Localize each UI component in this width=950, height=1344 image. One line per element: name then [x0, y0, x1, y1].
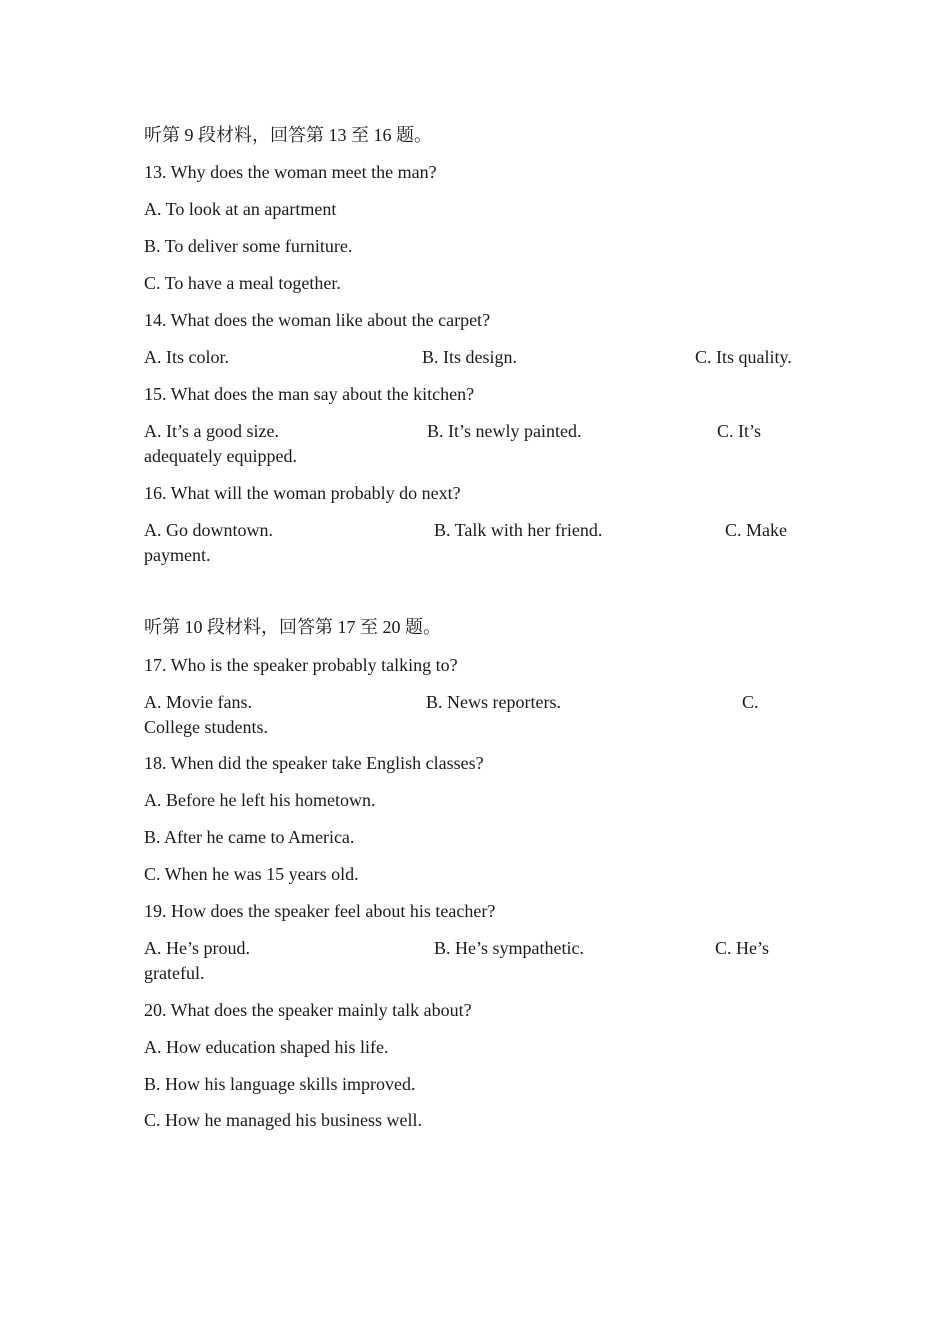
option-13-a: A. To look at an apartment	[144, 199, 337, 219]
question-20: 20. What does the speaker mainly talk about?	[144, 1000, 472, 1020]
option-16-c: C. Make	[725, 520, 787, 540]
option-19-c: C. He’s	[715, 938, 769, 958]
option-15-b: B. It’s newly painted.	[427, 421, 582, 441]
option-17-a: A. Movie fans.	[144, 692, 252, 712]
option-18-a: A. Before he left his hometown.	[144, 790, 376, 810]
option-14-a: A. Its color.	[144, 347, 229, 367]
option-14-c: C. Its quality.	[695, 347, 792, 367]
section-heading-2: 听第 10 段材料，回答第 17 至 20 题。	[144, 617, 441, 637]
option-16-b: B. Talk with her friend.	[434, 520, 603, 540]
options-row-15	[144, 419, 824, 444]
option-17-c-continued: College students.	[144, 717, 268, 737]
question-14: 14. What does the woman like about the carpet?	[144, 310, 491, 330]
option-14-b: B. Its design.	[422, 347, 518, 367]
option-19-c-continued: grateful.	[144, 963, 205, 983]
option-13-b: B. To deliver some furniture.	[144, 236, 353, 256]
option-18-b: B. After he came to America.	[144, 827, 355, 847]
question-13: 13. Why does the woman meet the man?	[144, 162, 437, 182]
option-15-c: C. It’s	[717, 421, 762, 441]
option-15-a: A. It’s a good size.	[144, 421, 279, 441]
option-19-b: B. He’s sympathetic.	[434, 938, 584, 958]
options-row-17	[144, 690, 824, 715]
question-18: 18. When did the speaker take English classes?	[144, 753, 484, 773]
options-row-19	[144, 936, 824, 961]
option-18-c: C. When he was 15 years old.	[144, 864, 359, 884]
question-16: 16. What will the woman probably do next?	[144, 483, 461, 503]
option-17-b: B. News reporters.	[426, 692, 561, 712]
option-20-c: C. How he managed his business well.	[144, 1110, 422, 1130]
options-row-14	[144, 345, 824, 370]
option-20-a: A. How education shaped his life.	[144, 1037, 389, 1057]
section-heading-1: 听第 9 段材料，回答第 13 至 16 题。	[144, 125, 432, 145]
option-15-c-continued: adequately equipped.	[144, 446, 297, 466]
options-row-16	[144, 518, 824, 543]
option-20-b: B. How his language skills improved.	[144, 1074, 416, 1094]
option-19-a: A. He’s proud.	[144, 938, 250, 958]
option-13-c: C. To have a meal together.	[144, 273, 341, 293]
question-17: 17. Who is the speaker probably talking to?	[144, 655, 458, 675]
option-16-c-continued: payment.	[144, 545, 211, 565]
option-16-a: A. Go downtown.	[144, 520, 273, 540]
question-15: 15. What does the man say about the kitchen?	[144, 384, 475, 404]
question-19: 19. How does the speaker feel about his teacher?	[144, 901, 496, 921]
option-17-c: C.	[742, 692, 759, 712]
